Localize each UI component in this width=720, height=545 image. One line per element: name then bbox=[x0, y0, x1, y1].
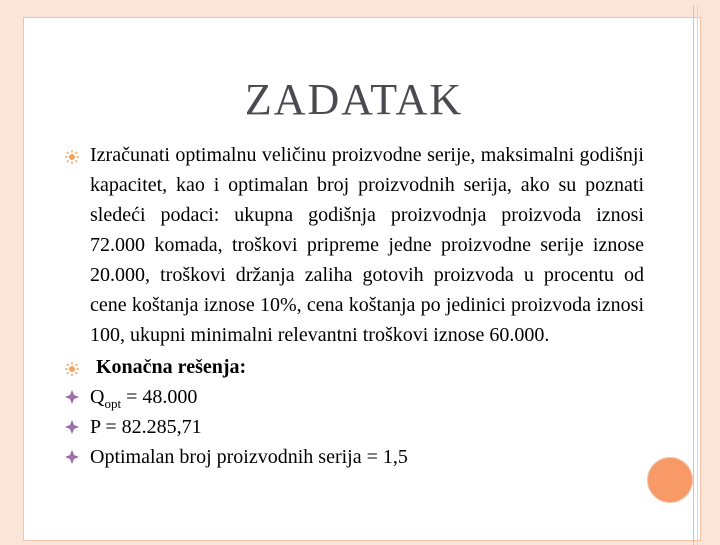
bullet-task bbox=[64, 140, 644, 350]
sun-bullet-icon bbox=[65, 150, 79, 164]
q-subscript: opt bbox=[104, 396, 122, 411]
q-value: = 48.000 bbox=[121, 386, 198, 408]
solutions-heading: Konačna rešenja: bbox=[96, 356, 247, 378]
diamond-bullet-icon bbox=[65, 390, 79, 404]
slide-title: ZADATAK bbox=[244, 75, 464, 124]
bullet-solutions-heading bbox=[64, 352, 644, 382]
circle-decoration-icon bbox=[647, 457, 693, 503]
answer-series: Optimalan broj proizvodnih serija = 1,5 bbox=[90, 446, 408, 468]
slide-background bbox=[5, 5, 715, 535]
task-paragraph: Izračunati optimalnu veličinu proizvodne serije, maksimalni godišnji kapacitet, kao i optimalan broj proizvodnih serija, ako su poznati sledeći podaci: ukupna godišnja proizvodnja proizvoda iznosi 72.000 komada, troškovi pripreme jedne proizvodne serije iznose 20.000, troškovi držanja zaliha gotovih proizvoda u procentu od cene koštanja iznose 10%, cena koštanja po jedinici proizvoda iznosi 100, ukupni minimalni relevantni troškovi iznose 60.000. bbox=[90, 144, 644, 346]
q-symbol: Q bbox=[90, 386, 105, 408]
answer-p: P = 82.285,71 bbox=[90, 416, 202, 438]
bullet-answer-q bbox=[64, 382, 644, 412]
diamond-bullet-icon bbox=[65, 420, 79, 434]
slide-frame bbox=[23, 17, 701, 541]
bullet-list bbox=[64, 140, 644, 472]
bullet-answer-series bbox=[64, 442, 644, 472]
right-rule-line bbox=[697, 5, 698, 545]
answer-q bbox=[90, 382, 644, 412]
right-rule-line bbox=[693, 5, 694, 545]
sun-bullet-icon bbox=[65, 362, 79, 376]
diamond-bullet-icon bbox=[65, 450, 79, 464]
bullet-answer-p bbox=[64, 412, 644, 442]
